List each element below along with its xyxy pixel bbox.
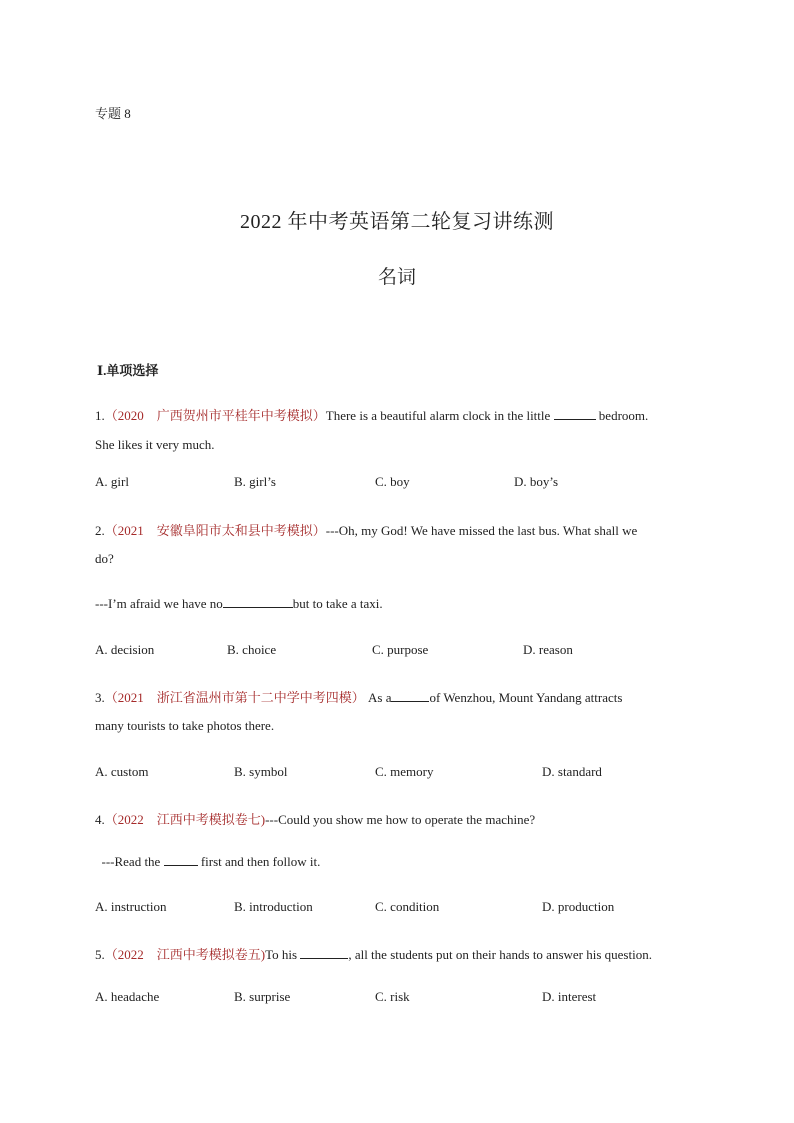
option-c: C. purpose (372, 642, 429, 657)
answer-blank (164, 855, 198, 866)
question-text: first and then follow it. (197, 854, 321, 869)
question-number: 3. (95, 690, 105, 705)
question-number: 2. (95, 523, 105, 538)
question-source: （2020 广西贺州市平桂年中考模拟） (104, 408, 326, 423)
question-source: （2022 江西中考模拟卷七) (104, 812, 266, 827)
question-2-line-2: do? (95, 551, 114, 566)
option-d: D. production (542, 899, 615, 914)
option-b: B. choice (227, 642, 277, 657)
option-b: B. girl’s (234, 474, 276, 489)
answer-blank (300, 948, 348, 959)
question-4 (95, 809, 535, 828)
document-subtitle: 名词 (377, 267, 416, 288)
question-text: There is a beautiful alarm clock in the little (325, 408, 554, 423)
option-a: A. instruction (95, 899, 167, 914)
answer-blank (223, 597, 293, 608)
document-title: 2022 年中考英语第二轮复习讲练测 (240, 211, 554, 233)
question-3 (95, 687, 622, 706)
option-a: A. custom (95, 764, 149, 779)
option-d: D. interest (542, 989, 597, 1004)
option-c: C. memory (375, 764, 434, 779)
option-d: D. standard (542, 764, 602, 779)
option-b: B. surprise (234, 989, 291, 1004)
question-text: but to take a taxi. (292, 596, 383, 611)
option-c: C. boy (375, 474, 410, 489)
question-text: ---Could you show me how to operate the machine? (265, 812, 536, 827)
option-d: D. reason (523, 642, 573, 657)
question-1-line-2: She likes it very much. (95, 437, 215, 452)
option-c: C. condition (375, 899, 440, 914)
question-4-line-2 (95, 854, 320, 870)
option-b: B. symbol (234, 764, 288, 779)
question-text: bedroom. (595, 408, 649, 423)
question-source: （2021 安徽阜阳市太和县中考模拟） (104, 523, 326, 538)
option-a: A. decision (95, 642, 155, 657)
option-c: C. risk (375, 989, 410, 1004)
question-number: 1. (95, 408, 105, 423)
topic-label: 专题 8 (95, 106, 131, 121)
question-text: ---Oh, my God! We have missed the last bus. What shall we (325, 523, 638, 538)
question-text: ---I’m afraid we have no (95, 596, 223, 611)
question-text: As a (364, 690, 392, 705)
answer-blank (554, 409, 596, 420)
question-number: 4. (95, 812, 105, 827)
question-text: , all the students put on their hands to answer his question. (348, 947, 652, 962)
question-5 (95, 944, 652, 963)
question-2-line-3 (95, 596, 383, 612)
question-3-line-2: many tourists to take photos there. (95, 718, 275, 733)
question-source: （2022 江西中考模拟卷五) (104, 947, 266, 962)
question-text: To his (265, 947, 301, 962)
question-1 (95, 405, 648, 424)
answer-blank (391, 691, 429, 702)
option-a: A. girl (95, 474, 129, 489)
section-heading: Ⅰ.单项选择 (97, 363, 159, 378)
option-d: D. boy’s (514, 474, 559, 489)
option-a: A. headache (95, 989, 160, 1004)
option-b: B. introduction (234, 899, 313, 914)
question-text: of Wenzhou, Mount Yandang attracts (429, 690, 623, 705)
question-number: 5. (95, 947, 105, 962)
question-text: ---Read the (95, 854, 164, 869)
question-2 (95, 520, 637, 539)
question-source: （2021 浙江省温州市第十二中学中考四模） (104, 690, 365, 705)
